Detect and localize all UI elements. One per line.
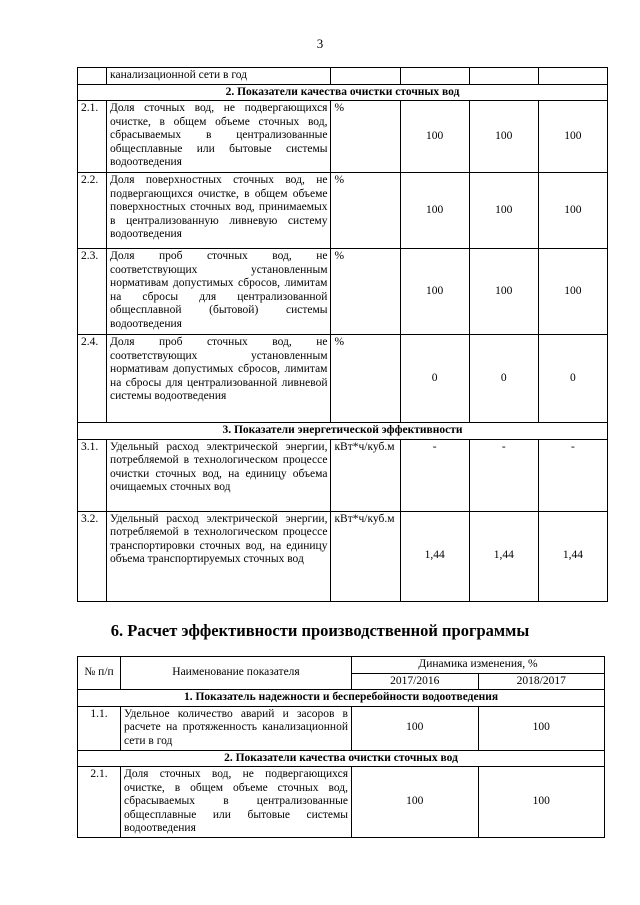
row-number: 2.1. [78,767,121,838]
row-value: 0 [469,335,538,423]
row-description: Доля сточных вод, не подвергающихся очистке, в общем объеме сточных вод, сбрасываемых в централизованные общесплавные или бытовые системы водоотведения [107,101,331,173]
row-description: Доля проб сточных вод, не соответствующих установленным нормативам допустимых сбросов, лимитам на сбросы для централизованной ливневой системы водоотведения [107,335,331,423]
row-value: 100 [469,249,538,335]
row-value: 100 [352,706,479,750]
section-title: 2. Показатели качества очистки сточных вод [78,84,608,101]
table-row [78,101,608,173]
row-number: 1.1. [78,706,121,750]
row-value: 100 [478,767,605,838]
row-description: Доля проб сточных вод, не соответствующих установленным нормативам допустимых сбросов, лимитам на сбросы для централизованной общесплавной (бытовой) системы водоотведения [107,249,331,335]
row-number: 3.1. [78,439,107,511]
section-title: 2. Показатели качества очистки сточных вод [78,750,605,767]
row-description: Удельный расход электрической энергии, потребляемой в технологическом процессе очистки сточных вод, на единицу объема очищаемых сточных вод [107,439,331,511]
table-row [78,249,608,335]
row-number: 2.3. [78,249,107,335]
section-heading: 6. Расчет эффективности производственной программы [110,621,530,640]
row-value: - [400,439,469,511]
row-value: - [538,439,607,511]
row-number: 2.1. [78,101,107,173]
section-row [78,84,608,101]
row-value: 100 [538,101,607,173]
row-value: 1,44 [538,511,607,601]
row-value: 100 [538,173,607,249]
row-description: Доля сточных вод, не подвергающихся очистке, в общем объеме сточных вод, сбрасываемых в централизованные общесплавные или бытовые системы водоотведения [121,767,352,838]
row-value: 100 [400,249,469,335]
header-dynamics: Динамика изменения, % [352,657,605,674]
table-row [78,706,605,750]
row-value: 100 [400,101,469,173]
row-value: 100 [469,173,538,249]
row-value: 0 [538,335,607,423]
row-value: 100 [469,101,538,173]
row-value: 1,44 [400,511,469,601]
row-description: Удельное количество аварий и засоров в расчете на протяженность канализационной сети в год [121,706,352,750]
row-description: Удельный расход электрической энергии, потребляемой в технологическом процессе транспортировки сточных вод, на единицу объема транспортируемых сточных вод [107,511,331,601]
row-value: 100 [538,249,607,335]
row-number: 2.2. [78,173,107,249]
indicators-table [77,67,608,602]
table-row [78,173,608,249]
row-unit: кВт*ч/куб.м [331,511,400,601]
header-number: № п/п [78,657,121,690]
table-row [78,439,608,511]
header-name: Наименование показателя [121,657,352,690]
section-title: 1. Показатель надежности и бесперебойности водоотведения [78,690,605,707]
row-number: 2.4. [78,335,107,423]
section-row [78,423,608,440]
row-number: 3.2. [78,511,107,601]
row-unit: % [331,101,400,173]
row-unit: кВт*ч/куб.м [331,439,400,511]
header-period: 2017/2016 [352,673,479,690]
row-description: канализационной сети в год [107,68,331,85]
table-row [78,511,608,601]
table-row [78,68,608,85]
table-row [78,767,605,838]
section-row [78,690,605,707]
header-period: 2018/2017 [478,673,605,690]
section-row [78,750,605,767]
page-number: 3 [316,36,324,51]
row-value: 100 [400,173,469,249]
row-value: 100 [478,706,605,750]
row-description: Доля поверхностных сточных вод, не подвергающихся очистке, в общем объеме поверхностных сточных вод, принимаемых в централизованную ливневую систему водоотведения [107,173,331,249]
row-unit: % [331,335,400,423]
row-value: 100 [352,767,479,838]
row-unit: % [331,173,400,249]
section-title: 3. Показатели энергетической эффективности [78,423,608,440]
row-value: 0 [400,335,469,423]
row-value: - [469,439,538,511]
row-unit: % [331,249,400,335]
row-value: 1,44 [469,511,538,601]
efficiency-table [77,656,605,838]
table-row [78,335,608,423]
header-row [78,657,605,674]
